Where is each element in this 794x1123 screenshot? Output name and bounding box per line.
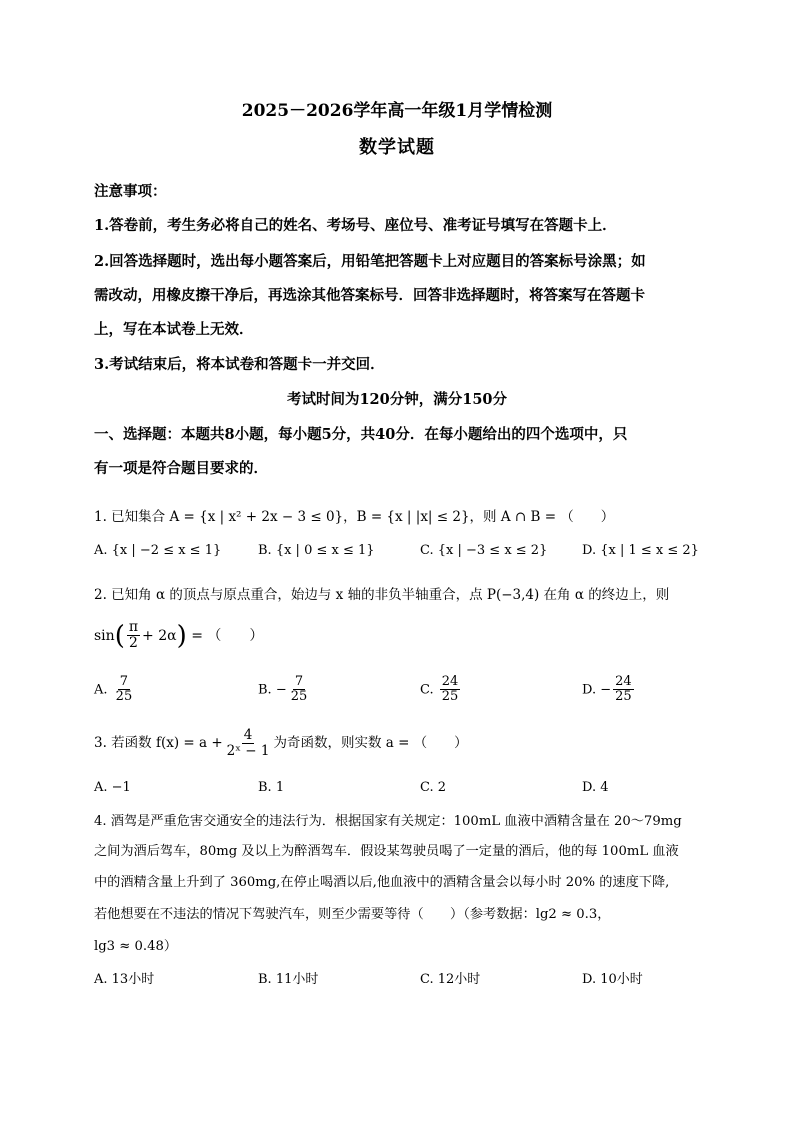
notice-item-3: 3.考试结束后，将本试卷和答题卡一并交回． [94,356,385,373]
question-1-option-d: D. {x | 1 ≤ x ≤ 2} [582,543,699,558]
question-1-option-b: B. {x | 0 ≤ x ≤ 1} [258,543,375,558]
question-3-option-b: B. 1 [258,780,285,795]
notice-heading: 注意事项： [94,183,167,200]
question-3-stem: 3. 若函数 f(x) = a + $\frac{4}{\text{2ˣ − 1}}$ 为奇函数，则实数 a = （ ） [94,727,468,759]
question-4-line-5: lg3 ≈ 0.48） [94,939,178,954]
question-4-option-d: D. 10小时 [582,972,643,987]
angle-term: + 2α [142,627,177,644]
question-4-line-4: 若他想要在不违法的情况下驾驶汽车，则至少需要等待（ ）（参考数据：lg2 ≈ 0.3， [94,907,611,922]
question-4-option-b: B. 11小时 [258,972,319,987]
notice-item-1: 1.答卷前，考生务必将自己的姓名、考场号、座位号、准考证号填写在答题卡上． [94,217,617,234]
section-1-heading-line-1: 一、选择题：本题共8小题，每小题5分，共40分．在每小题给出的四个选项中，只 [94,426,628,443]
notice-item-2-line-2: 需改动，用橡皮擦干净后，再选涂其他答案标号．回答非选择题时，将答案写在答题卡 [94,287,645,304]
question-2-option-d: D. − $\frac{24}{25}$ [582,674,632,705]
question-2-option-b: B. − $\frac{7}{25}$ [258,674,308,705]
question-1-stem: 1. 已知集合 A = {x | x² + 2x − 3 ≤ 0}，B = {x | |x| ≤ 2}，则 A ∩ B = （ ） [94,509,615,525]
sin-label: sin [94,627,115,644]
question-4-option-a: A. 13小时 [94,972,155,987]
notice-item-2-line-3: 上，写在本试卷上无效． [94,321,254,338]
question-2-stem-line-1: 2. 已知角 α 的顶点与原点重合，始边与 x 轴的非负半轴重合，点 P(−3,4) 在角 α 的终边上，则 [94,587,670,603]
question-1-option-c: C. {x | −3 ≤ x ≤ 2} [420,543,548,558]
question-3-option-a: A. −1 [94,780,131,795]
exam-info: 考试时间为120分钟，满分150分 [286,391,508,408]
question-2-option-c: C. $\frac{24}{25}$ [420,674,459,705]
four-over-denominator: $\frac{4}{\text{2ˣ − 1}}$ [226,727,270,759]
section-1-heading-line-2: 有一项是符合题目要求的． [94,460,268,477]
exam-subtitle: 数学试题 [359,137,435,158]
question-2-option-a: A. $\frac{7}{25}$ [94,674,133,705]
question-4-line-3: 中的酒精含量上升到了 360mg,在停止喝酒以后,他血液中的酒精含量会以每小时 20% 的速度下降, [94,875,670,890]
answer-blank: = （ ） [191,627,264,644]
question-4-option-c: C. 12小时 [420,972,481,987]
pi-over-2: $\frac{\pi}{2}$ [128,619,139,652]
exam-title: 2025－2026学年高一年级1月学情检测 [241,101,553,121]
notice-item-2-line-1: 2.回答选择题时，选出每小题答案后，用铅笔把答题卡上对应题目的答案标号涂黑；如 [94,253,646,270]
question-3-option-d: D. 4 [582,780,609,795]
question-1-option-a: A. {x | −2 ≤ x ≤ 1} [94,543,222,558]
question-2-stem-line-2: sin( $\frac{\pi}{2}$ + 2α) = （ ） [94,619,264,652]
question-4-line-2: 之间为酒后驾车，80mg 及以上为醉酒驾车．假设某驾驶员喝了一定量的酒后，他的每 100mL 血液 [94,844,679,859]
question-3-option-c: C. 2 [420,780,447,795]
question-4-line-1: 4. 酒驾是严重危害交通安全的违法行为．根据国家有关规定：100mL 血液中酒精含量在 20～79mg [94,814,682,829]
